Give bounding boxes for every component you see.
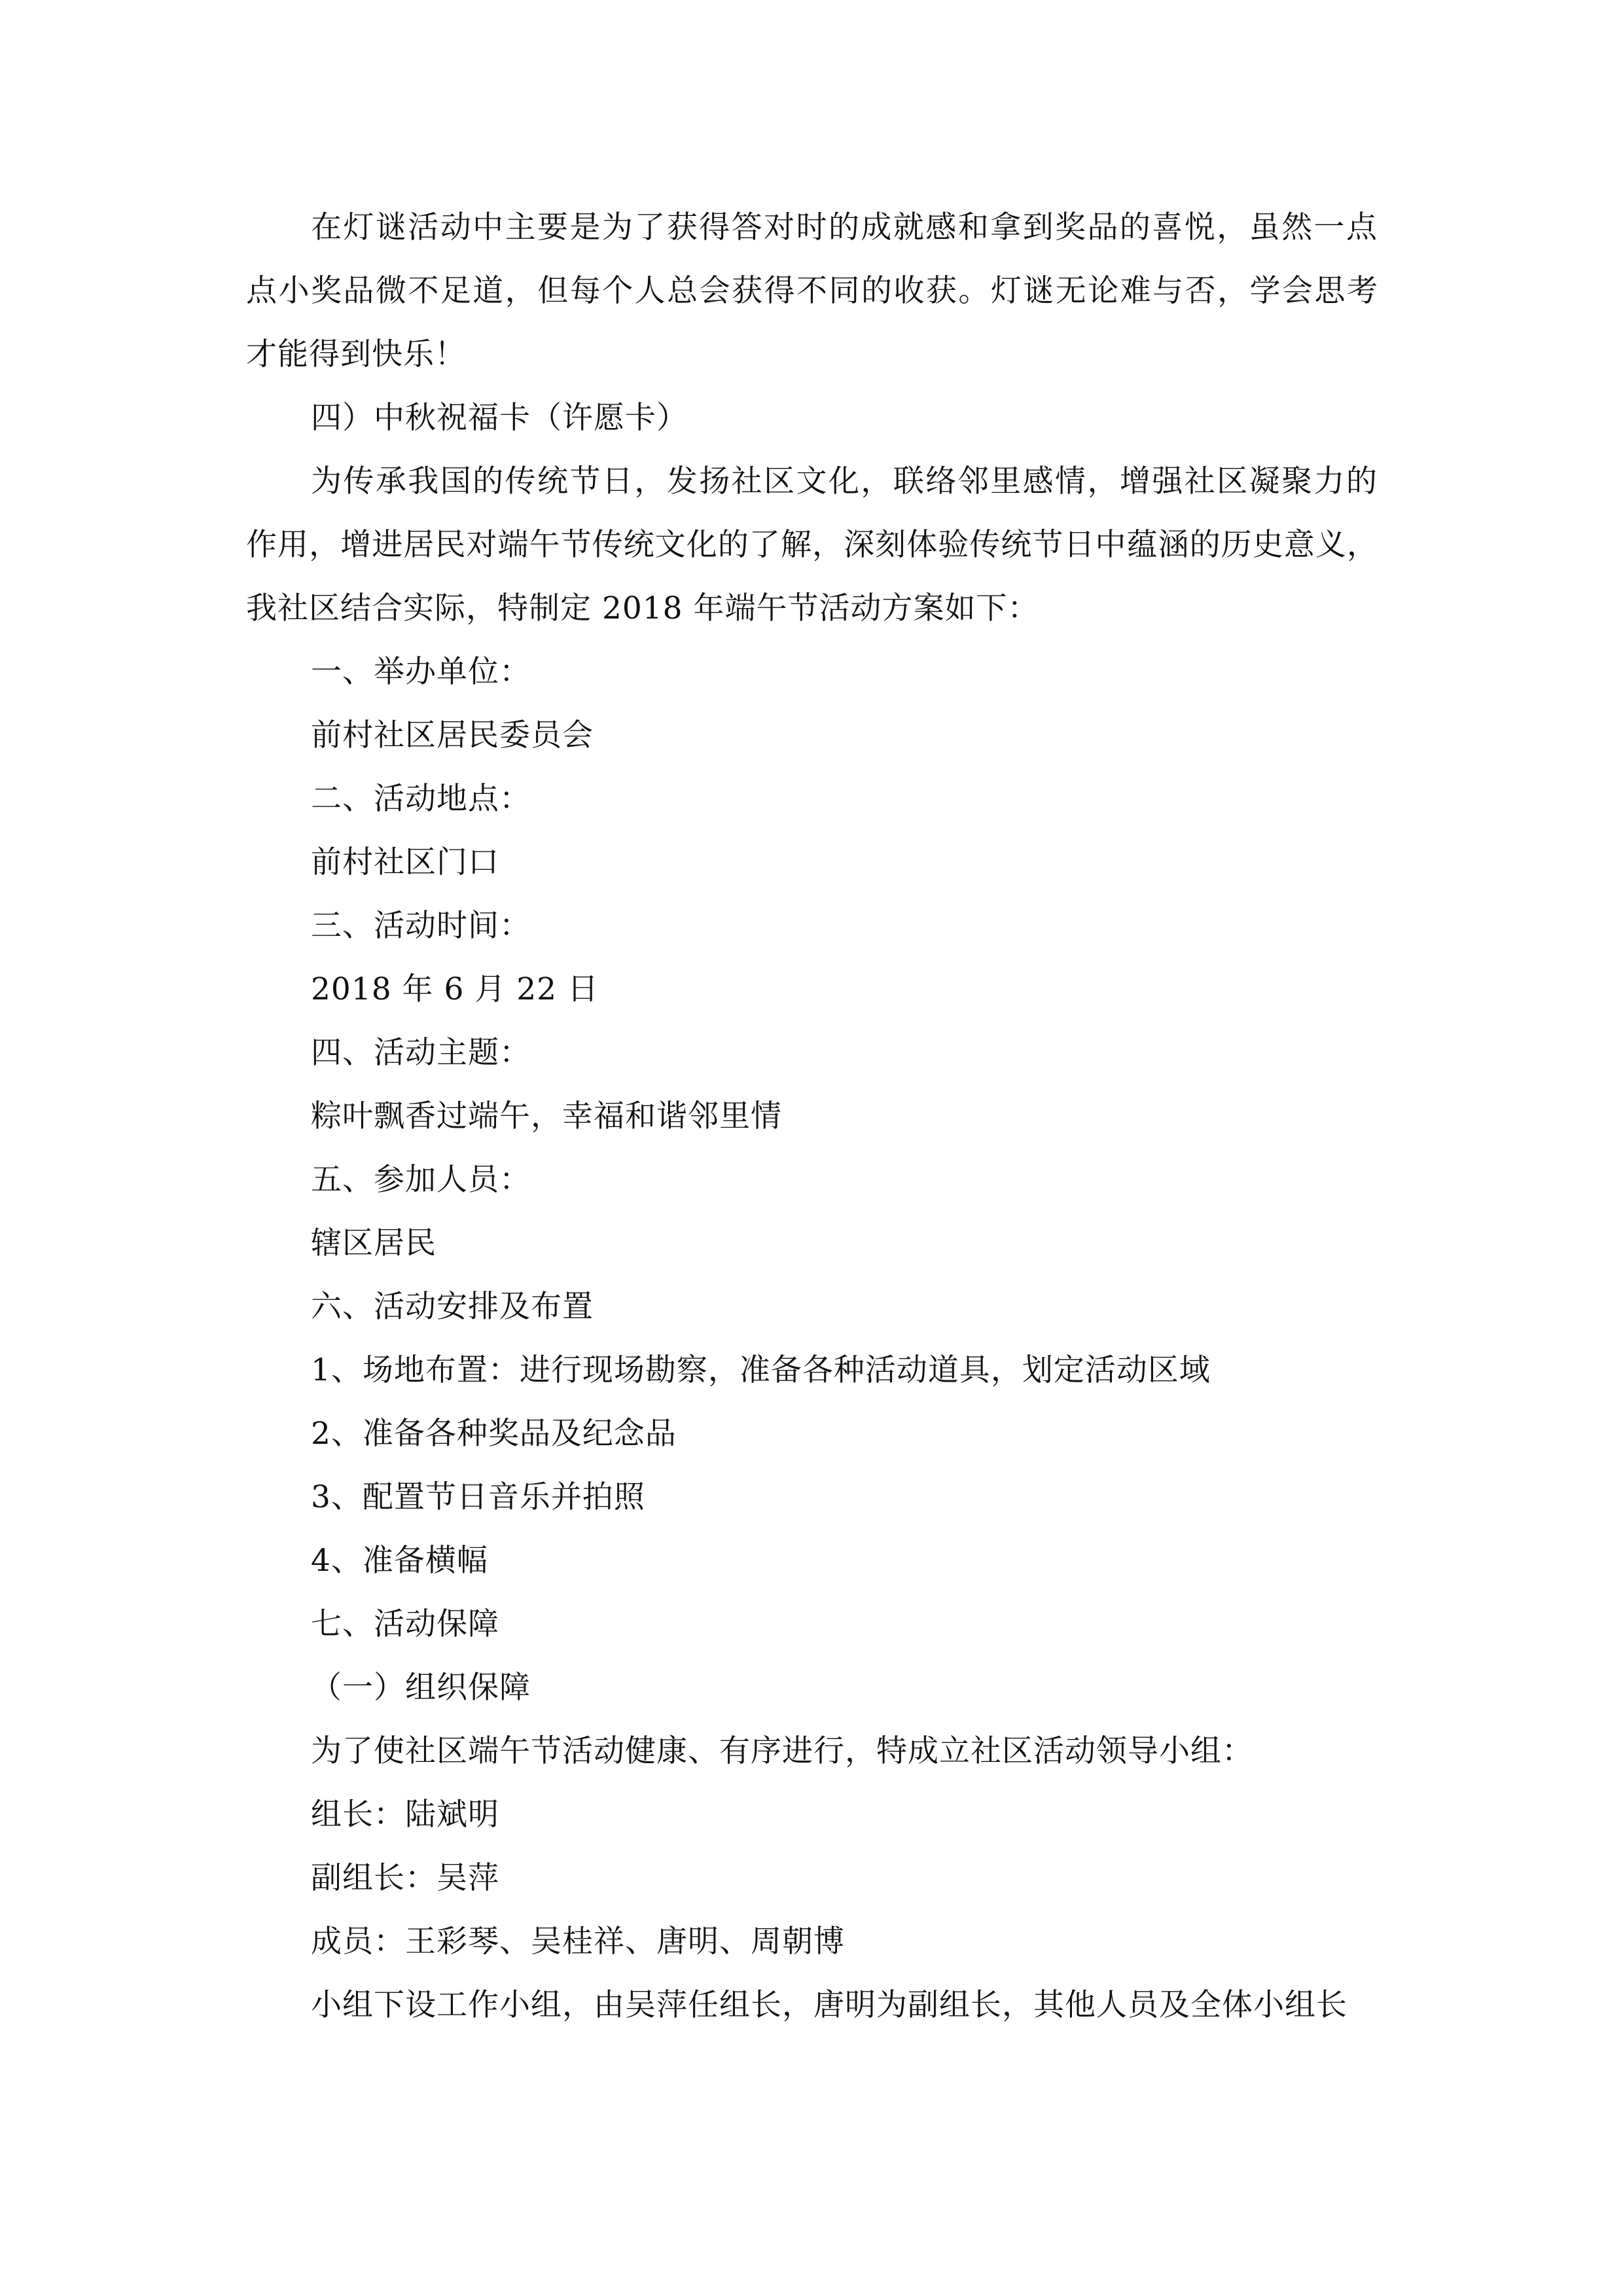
list-item: 成员：王彩琴、吴桂祥、唐明、周朝博 (311, 1924, 845, 1960)
list-item: 二、活动地点： (311, 781, 531, 817)
list-item: 3、配置节日音乐并拍照 (311, 1479, 645, 1515)
paragraph-line: 为传承我国的传统节日，发扬社区文化，联络邻里感情，增强社区凝聚力的 (311, 463, 1378, 499)
list-item: 辖区居民 (311, 1225, 437, 1261)
list-item: 前村社区居民委员会 (311, 717, 594, 753)
list-item: 五、参加人员： (311, 1162, 531, 1198)
list-item: 2、准备各种奖品及纪念品 (311, 1416, 677, 1452)
list-item: 组长：陆斌明 (311, 1797, 499, 1833)
list-item: 四、活动主题： (311, 1035, 531, 1071)
list-item: 1、场地布置：进行现场勘察，准备各种活动道具，划定活动区域 (311, 1352, 1211, 1388)
list-item: 三、活动时间： (311, 908, 531, 944)
list-item: 前村社区门口 (311, 844, 499, 880)
paragraph-line: 在灯谜活动中主要是为了获得答对时的成就感和拿到奖品的喜悦，虽然一点 (311, 209, 1378, 245)
paragraph-line: 点小奖品微不足道，但每个人总会获得不同的收获。灯谜无论难与否，学会思考 (246, 273, 1378, 309)
list-item: 粽叶飘香过端午，幸福和谐邻里情 (311, 1098, 782, 1134)
list-item: 七、活动保障 (311, 1606, 499, 1642)
list-item: 副组长：吴萍 (311, 1860, 499, 1896)
list-item: 一、举办单位： (311, 654, 531, 690)
paragraph-line: 才能得到快乐！ (246, 336, 466, 372)
paragraph-line: 作用，增进居民对端午节传统文化的了解，深刻体验传统节日中蕴涵的历史意义， (246, 527, 1378, 563)
list-item: 4、准备横幅 (311, 1543, 488, 1579)
list-item: 为了使社区端午节活动健康、有序进行，特成立社区活动领导小组： (311, 1733, 1253, 1769)
section-heading: 四）中秋祝福卡（许愿卡） (311, 400, 688, 436)
list-item: 2018 年 6 月 22 日 (311, 971, 599, 1007)
list-item: 小组下设工作小组，由吴萍任组长，唐明为副组长，其他人员及全体小组长 (311, 1987, 1347, 2023)
paragraph-line: 我社区结合实际，特制定 2018 年端午节活动方案如下： (246, 590, 1039, 626)
list-item: 六、活动安排及布置 (311, 1289, 594, 1325)
list-item: （一）组织保障 (311, 1670, 531, 1706)
